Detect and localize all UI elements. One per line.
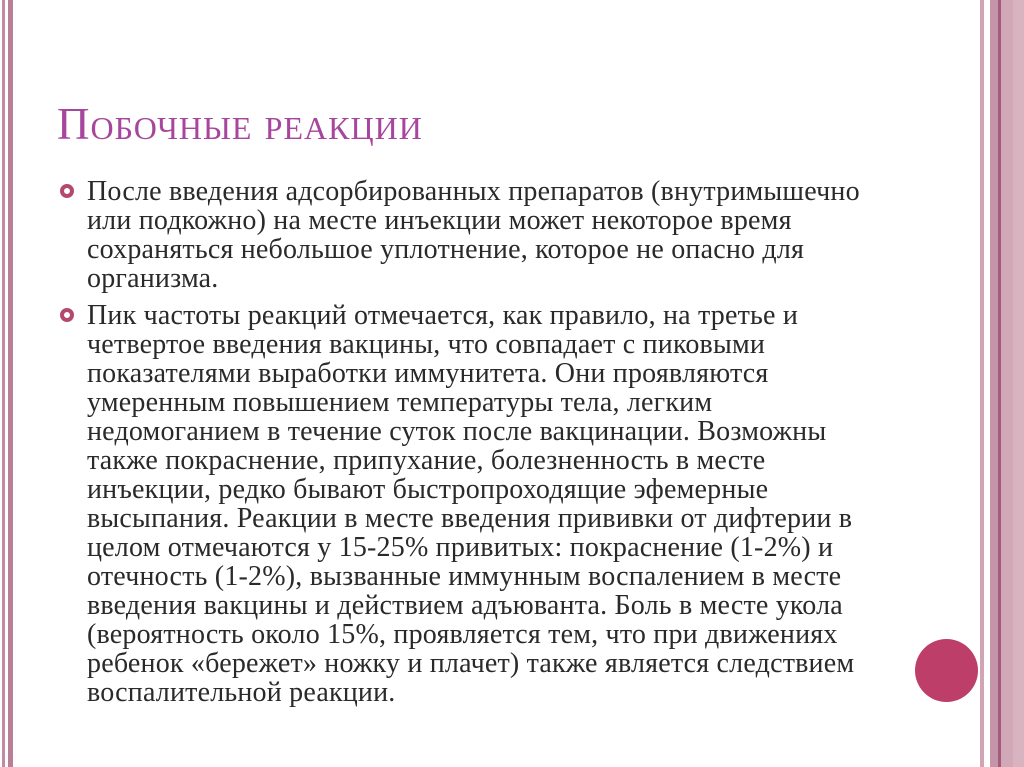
right-border-band <box>990 0 1024 767</box>
bullet-text: Пик частоты реакций отмечается, как правило, на третье и четвертое введения вакцины, что совпадает с пиковыми показателями выработки иммунитета. Они проявляются умеренным повышением температуры тела, легким недомоганием в течение суток после вакцинации. Возможны также покраснение, припухание, болезненность в месте инъекции, редко бывают быстропроходящие эфемерные высыпания. Реакции в месте введения прививки от дифтерии в целом отмечаются у 15-25% привитых: покраснение (1-2%) и отечность (1-2%), вызванные иммунным воспалением в месте введения вакцины и действием адъюванта. Боль в месте укола (вероятность около 15%, проявляется тем, что при движениях ребенок «бережет» ножку и плачет) также является следствием воспалительной реакции. <box>87 300 855 708</box>
bullet-text: После введения адсорбированных препаратов (внутримышечно или подкожно) на месте инъекции может некоторое время сохраняться небольшое уплотнение, которое не опасно для организма. <box>87 176 860 294</box>
bullet-item <box>60 301 860 707</box>
left-border-stripe-inner <box>8 0 13 767</box>
bullet-list <box>60 177 860 715</box>
left-border-stripe-outer <box>2 0 5 767</box>
slide-title: Побочные реакции <box>57 99 423 149</box>
right-border-stripe-thin <box>980 0 984 767</box>
accent-circle <box>915 639 978 702</box>
bullet-item <box>60 177 860 293</box>
bullet-icon <box>60 308 74 322</box>
bullet-icon <box>60 184 74 198</box>
